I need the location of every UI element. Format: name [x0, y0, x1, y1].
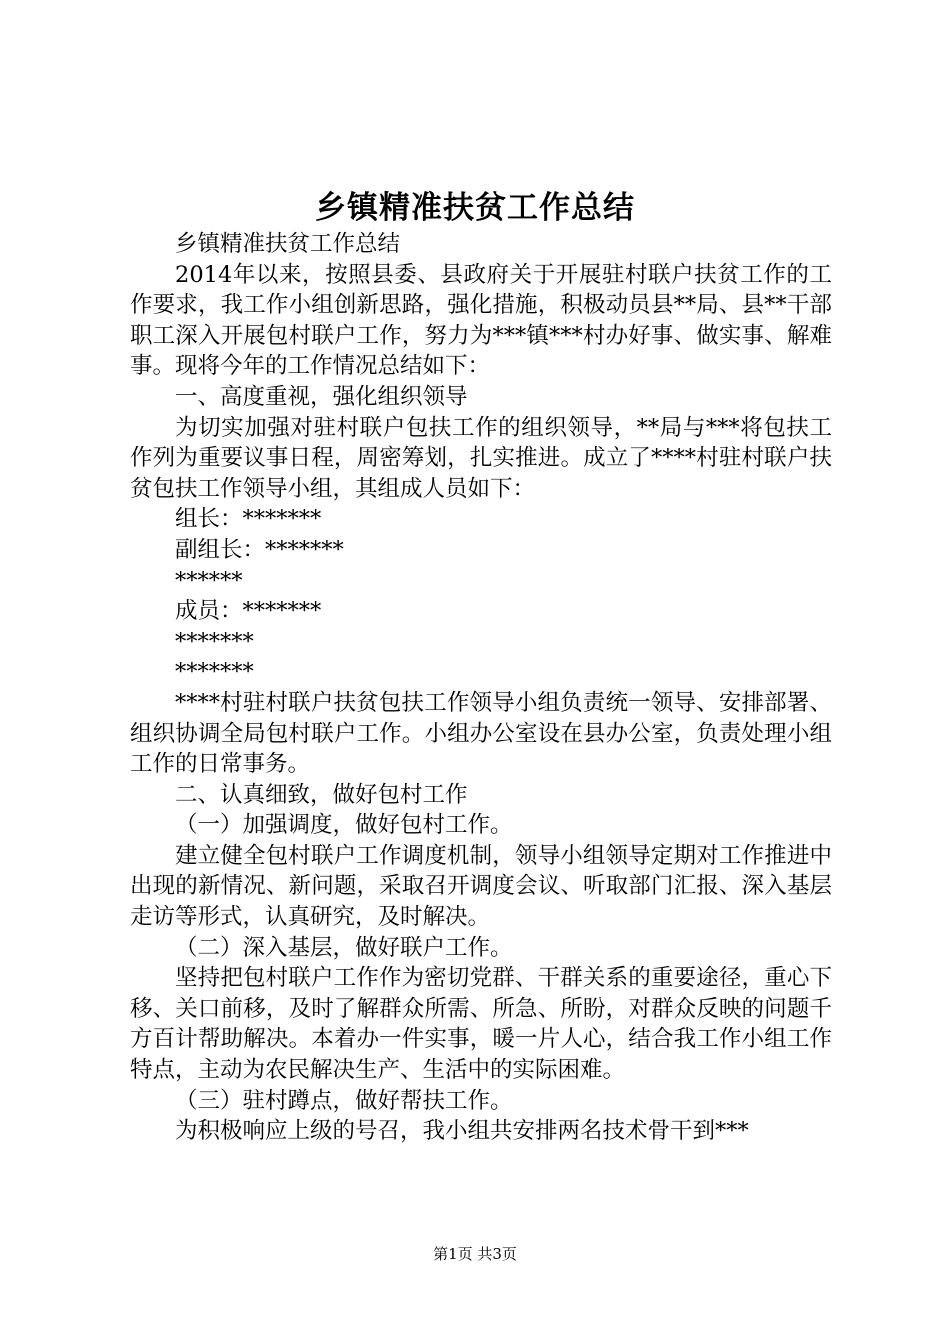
document-body [130, 229, 832, 1147]
member-line: 组长：******* [175, 506, 322, 533]
subsection-heading: （二）深入基层，做好联户工作。 [175, 934, 513, 961]
member-line: 副组长：******* [175, 536, 344, 563]
member-line: ******* [175, 659, 254, 686]
section-heading: 一、高度重视，强化组织领导 [175, 383, 468, 410]
member-line: ******* [175, 628, 254, 655]
document-title: 乡镇精准扶贫工作总结 [315, 190, 635, 226]
paragraph: 建立健全包村联户工作调度机制，领导小组领导定期对工作推进中出现的新情况、新问题，采取召开调度会议、听取部门汇报、深入基层走访等形式，认真研究，及时解决。 [130, 842, 832, 931]
member-line: ****** [175, 567, 243, 594]
paragraph: 为切实加强对驻村联户包扶工作的组织领导，**局与***将包扶工作列为重要议事日程，周密筹划，扎实推进。成立了****村驻村联户扶贫包扶工作领导小组，其组成人员如下： [130, 414, 832, 502]
paragraph: ****村驻村联户扶贫包扶工作领导小组负责统一领导、安排部署、组织协调全局包村联户工作。小组办公室设在县办公室，负责处理小组工作的日常事务。 [130, 689, 832, 778]
paragraph: 为积极响应上级的号召，我小组共安排两名技术骨干到*** [175, 1118, 749, 1145]
subsection-heading: （三）驻村蹲点，做好帮扶工作。 [175, 1087, 513, 1114]
paragraph: 坚持把包村联户工作作为密切党群、干群关系的重要途径，重心下移、关口前移，及时了解群众所需、所急、所盼，对群众反映的问题千方百计帮助解决。本着办一件实事，暖一片人心，结合我工作小组工作特点，主动为农民解决生产、生活中的实际困难。 [130, 965, 832, 1084]
paragraph: 2014年以来，按照县委、县政府关于开展驻村联户扶贫工作的工作要求，我工作小组创新思路，强化措施，积极动员县**局、县**干部职工深入开展包村联户工作，努力为***镇***村办好事、做实事、解难事。现将今年的工作情况总结如下： [130, 261, 832, 380]
section-heading: 二、认真细致，做好包村工作 [175, 781, 468, 808]
paragraph: 乡镇精准扶贫工作总结 [175, 231, 401, 257]
member-line: 成员：******* [175, 598, 322, 625]
page-number: 第1页 共3页 [433, 1245, 517, 1263]
subsection-heading: （一）加强调度，做好包村工作。 [175, 812, 513, 839]
